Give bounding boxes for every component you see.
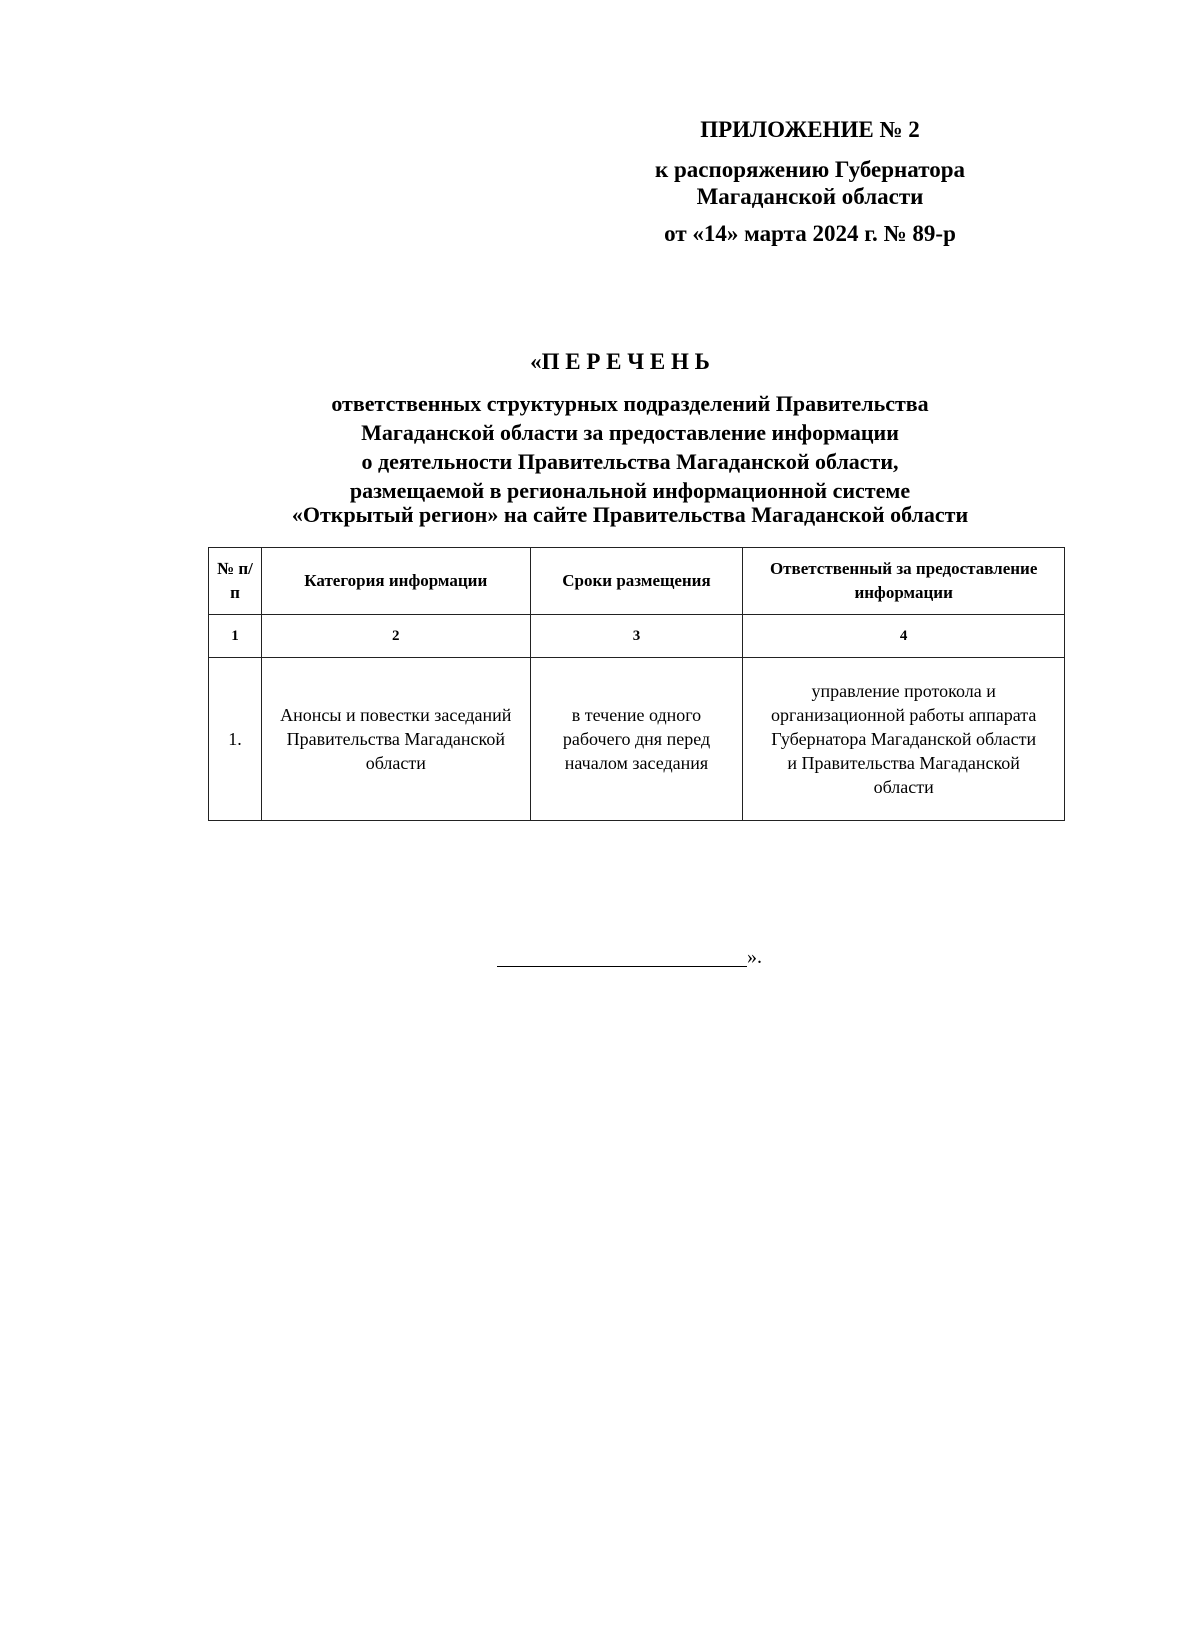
document-title: «П Е Р Е Ч Е Н Ь xyxy=(530,349,710,374)
column-number: 3 xyxy=(530,615,743,658)
table-header-row xyxy=(209,548,1065,615)
appendix-line2: Магаданской области xyxy=(696,184,924,209)
row-responsible: управление протокола и организационной работы аппарата Губернатора Магаданской области и Правительства Магаданской области xyxy=(743,658,1065,821)
column-numbers-row xyxy=(209,615,1065,658)
closing-line xyxy=(497,966,747,967)
header-deadline: Сроки размещения xyxy=(530,548,743,615)
heading-line: размещаемой в региональной информационной системе xyxy=(349,478,911,503)
column-number: 4 xyxy=(743,615,1065,658)
responsibility-table xyxy=(208,547,1065,821)
table-row xyxy=(209,658,1065,821)
row-deadline: в течение одного рабочего дня перед началом заседания xyxy=(530,658,743,821)
header-num: № п/п xyxy=(209,548,262,615)
heading-line: Магаданской области за предоставление информации xyxy=(361,420,899,445)
appendix-line1: к распоряжению Губернатора xyxy=(655,157,965,182)
column-number: 1 xyxy=(209,615,262,658)
heading-line: о деятельности Правительства Магаданской области, xyxy=(361,449,899,474)
header-responsible: Ответственный за предоставление информации xyxy=(743,548,1065,615)
heading-line: ответственных структурных подразделений Правительства xyxy=(331,391,929,416)
closing-quote: ». xyxy=(747,946,762,968)
appendix-title: ПРИЛОЖЕНИЕ № 2 xyxy=(700,117,920,142)
appendix-date: от «14» марта 2024 г. № 89-р xyxy=(664,221,956,246)
column-number: 2 xyxy=(261,615,530,658)
row-category: Анонсы и повестки заседаний Правительства Магаданской области xyxy=(261,658,530,821)
header-category: Категория информации xyxy=(261,548,530,615)
heading-line: «Открытый регион» на сайте Правительства Магаданской области xyxy=(291,502,969,527)
row-num: 1. xyxy=(209,658,262,821)
